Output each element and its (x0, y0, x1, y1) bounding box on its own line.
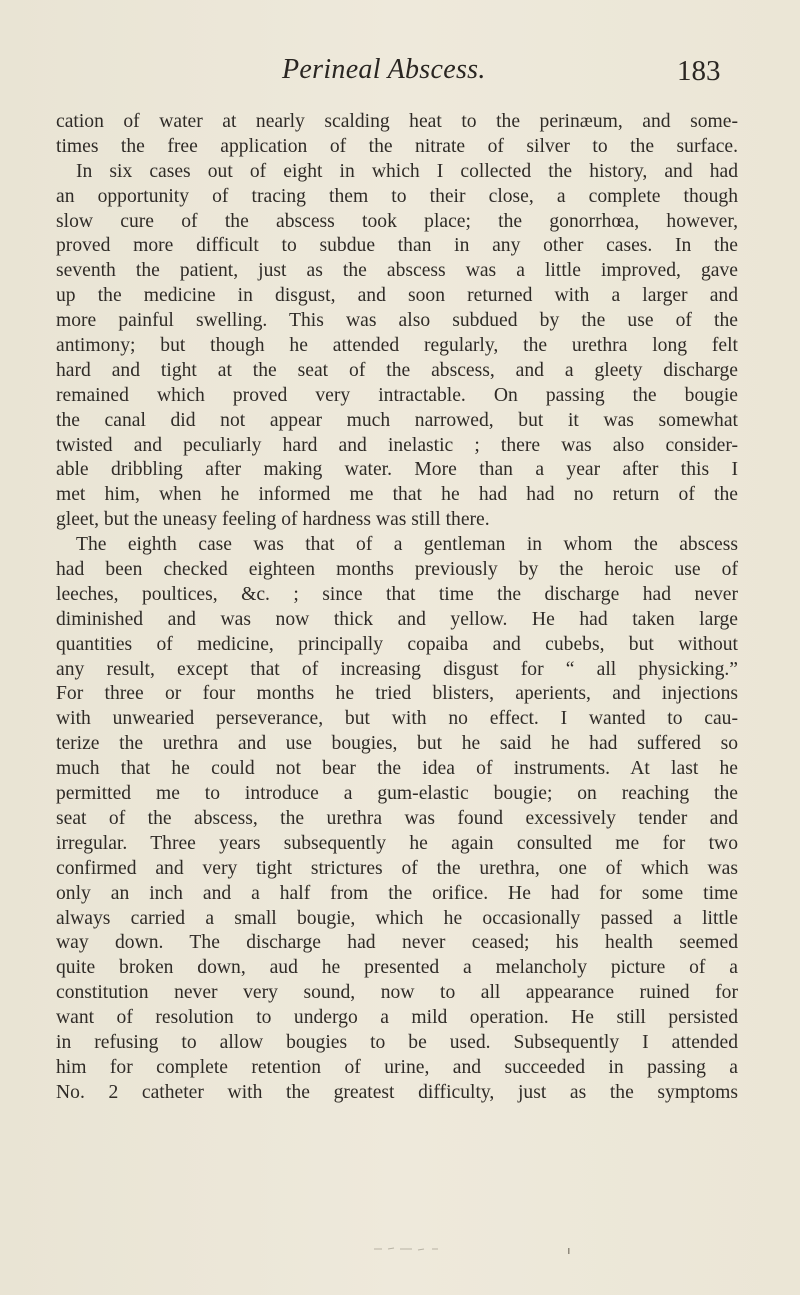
text-line: hard and tight at the seat of the abscess, and a gleety discharge (56, 359, 738, 381)
text-line: remained which proved very intractable. On passing the bougie (56, 384, 738, 406)
text-line: slow cure of the abscess took place; the gonorrhœa, however, (56, 210, 738, 232)
text-line: twisted and peculiarly hard and inelastic ; there was also consider- (56, 434, 738, 456)
text-line: the canal did not appear much narrowed, but it was somewhat (56, 409, 738, 431)
text-line: way down. The discharge had never ceased; his health seemed (56, 932, 738, 954)
text-line: an opportunity of tracing them to their close, a complete though (56, 185, 738, 207)
text-line: only an inch and a half from the orifice. He had for some time (56, 882, 738, 904)
text-line: quite broken down, aud he presented a melancholy picture of a (56, 957, 738, 979)
text-line: proved more difficult to subdue than in any other cases. In the (56, 235, 738, 257)
text-line: much that he could not bear the idea of instruments. At last he (56, 758, 738, 780)
text-line: times the free application of the nitrate of silver to the surface. (56, 135, 738, 157)
text-line: diminished and was now thick and yellow. He had taken large (56, 608, 738, 630)
text-line: seat of the abscess, the urethra was found excessively tender and (56, 807, 738, 829)
text-line: with unwearied perseverance, but with no effect. I wanted to cau- (56, 708, 738, 730)
text-line: able dribbling after making water. More than a year after this I (56, 459, 738, 481)
text-line: in refusing to allow bougies to be used. Subsequently I attended (56, 1031, 738, 1053)
text-line: constitution never very sound, now to all appearance ruined for (56, 982, 738, 1004)
page-number: 183 (677, 55, 721, 87)
text-line: In six cases out of eight in which I collected the history, and had (76, 160, 738, 182)
text-line: had been checked eighteen months previously by the heroic use of (56, 559, 738, 581)
text-line: confirmed and very tight strictures of the urethra, one of which was (56, 857, 738, 879)
text-line: The eighth case was that of a gentleman in whom the abscess (76, 534, 738, 556)
text-line: No. 2 catheter with the greatest difficulty, just as the symptoms (56, 1081, 738, 1103)
text-line: seventh the patient, just as the abscess was a little improved, gave (56, 260, 738, 282)
page-header (0, 54, 800, 94)
text-line: permitted me to introduce a gum-elastic bougie; on reaching the (56, 783, 738, 805)
text-line: terize the urethra and use bougies, but he said he had suffered so (56, 733, 738, 755)
text-line: quantities of medicine, principally copaiba and cubebs, but without (56, 633, 738, 655)
body-text (56, 110, 738, 1106)
text-line: always carried a small bougie, which he occasionally passed a little (56, 907, 738, 929)
text-line: irregular. Three years subsequently he again consulted me for two (56, 832, 738, 854)
running-title: Perineal Abscess. (282, 54, 486, 85)
text-line: met him, when he informed me that he had had no return of the (56, 484, 738, 506)
text-line: antimony; but though he attended regularly, the urethra long felt (56, 335, 738, 357)
text-line: gleet, but the uneasy feeling of hardness was still there. (56, 509, 490, 531)
text-line: leeches, poultices, &c. ; since that time the discharge had never (56, 583, 738, 605)
text-line: want of resolution to undergo a mild operation. He still persisted (56, 1007, 738, 1029)
text-line: more painful swelling. This was also subdued by the use of the (56, 310, 738, 332)
text-line: cation of water at nearly scalding heat to the perinæum, and some- (56, 111, 738, 132)
text-line: any result, except that of increasing disgust for “ all physicking.” (56, 658, 738, 680)
text-line: him for complete retention of urine, and succeeded in passing a (56, 1056, 738, 1078)
text-line: For three or four months he tried blisters, aperients, and injections (56, 683, 738, 705)
ink-smudge (372, 1244, 572, 1254)
text-line: up the medicine in disgust, and soon returned with a larger and (56, 285, 738, 307)
